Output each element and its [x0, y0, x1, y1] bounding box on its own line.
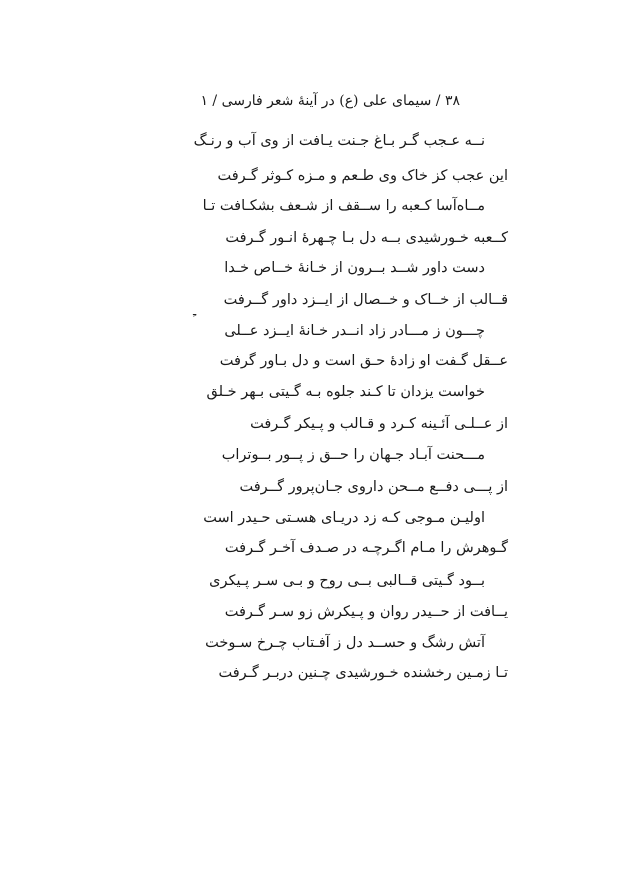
verse-3-second-hemistich: قــالب از خــاک و خــصال از ایــزد داور گــرفت — [223, 292, 508, 308]
verse-4-second-hemistich: عــقل گـفت او زادهٔ حـق است و دل بـاور گرفت — [219, 353, 508, 369]
verse-5-first-hemistich: خواست یزدان تا کـند جلوه بـه گـیتی بـهر خـلق — [206, 384, 485, 400]
verse-2-first-hemistich: مــاه‌آسا کـعبه را ســقف از شـعف بشکـافت تـا — [202, 198, 485, 214]
verse-6-second-hemistich: از پـــی دفــع مــحن داروی جـان‌پرور گــرفت — [239, 479, 508, 495]
verse-8-first-hemistich: بــود گـیتی قــالبی بــی روح و بـی سـر پـیکری — [209, 573, 485, 589]
verse-5-second-hemistich: از عــلـی آئـینه کـرد و قـالب و پـیکر گـرفت — [250, 416, 508, 432]
verse-1-second-hemistich: این عجب کز خاک وی طـعم و مـزه کـوثر گـرفت — [217, 168, 508, 184]
verse-3-first-hemistich: دست داور شــد بــرون از خـانهٔ خــاص خـدا — [224, 260, 485, 276]
verse-7-first-hemistich: اولیـن مـوجی کـه زد دریـای هسـتی حـیدر است — [203, 510, 485, 526]
verse-9-first-hemistich: آتش رشگ و حســد دل ز آفـتاب چـرخ سـوخت — [205, 635, 485, 651]
verse-8-second-hemistich: یــافت از حــیدر روان و پـیکرش زو سـر گـرفت — [224, 604, 508, 620]
diacritic-mark: ﹻ — [193, 305, 197, 318]
verse-9-second-hemistich: تـا زمـین رخشنده خـورشیدی چـنین دربـر گـرفت — [218, 665, 508, 681]
verse-4-first-hemistich: چـــون ز مـــادر زاد انــدر خـانهٔ ایــزد عــلی — [224, 323, 485, 339]
verse-1-first-hemistich: نــه عـجب گـر بـاغ جـنت یـافت از وی آب و رنـگ — [193, 133, 485, 149]
verse-7-second-hemistich: گـوهرش را مـام اگـرچـه در صـدف آخـر گـرفت — [224, 540, 508, 556]
verse-6-first-hemistich: مـــحنت آبـاد جـهان را حــق ز پــور بــوتراب — [221, 447, 485, 463]
verse-2-second-hemistich: کــعبه خـورشیدی بــه دل بـا چـهرهٔ انـور گـرفت — [225, 230, 508, 246]
page-header: ۳۸ / سیمای علی (ع) در آینهٔ شعر فارسی / ۱ — [200, 93, 460, 109]
